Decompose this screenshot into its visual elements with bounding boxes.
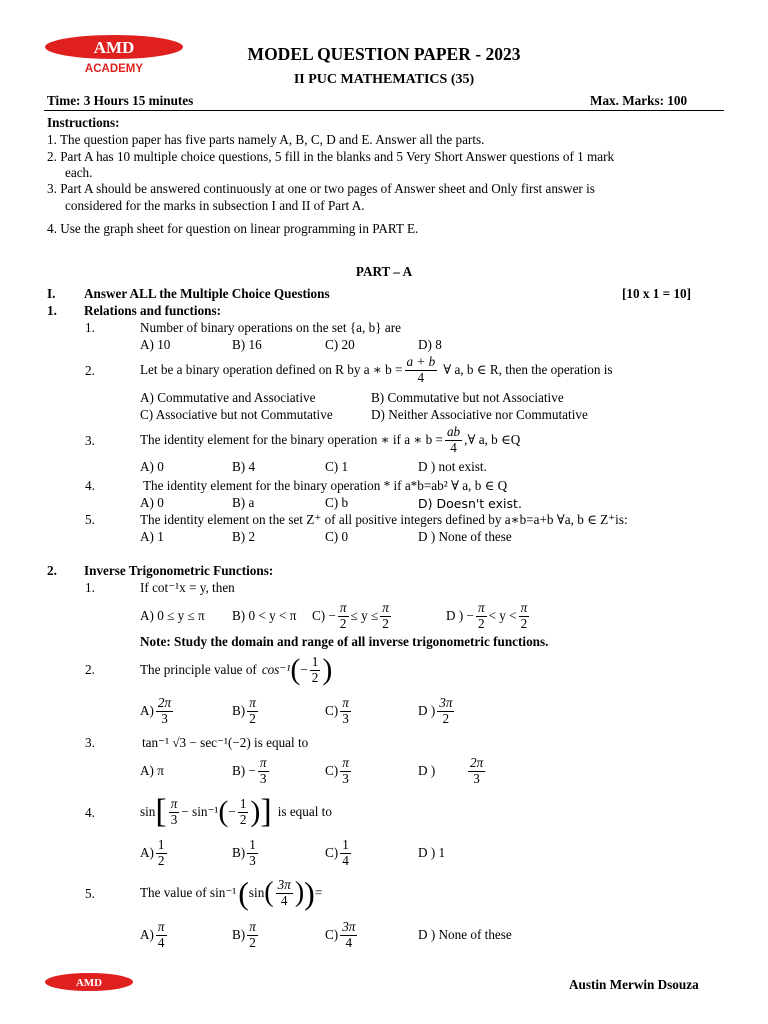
option-b: B) Commutative but not Associative [371, 390, 564, 405]
footer-logo [44, 972, 134, 992]
question-text: Let be a binary operation defined on R by a ∗ b = $\frac{a + b}{4}$ ∀ a, b ∈ R, then the operation is [140, 353, 613, 385]
max-marks: Max. Marks: 100 [590, 93, 688, 108]
option-a: A) 0 [140, 495, 164, 510]
question-number: 1. [85, 320, 95, 335]
options-row [140, 917, 512, 953]
instruction-1: 1. The question paper has five parts namely A, B, C, D and E. Answer all the parts. [47, 132, 485, 147]
author-name: Austin Merwin Dsouza [569, 977, 699, 992]
option-c: C) 0 [325, 529, 349, 544]
option-b: B) $\frac{1}{3}$ [232, 836, 256, 868]
option-c: C) Associative but not Commutative [140, 407, 333, 422]
option-b: B) $\frac{\pi}{2}$ [232, 918, 256, 950]
instruction-4: 4. Use the graph sheet for question on linear programming in PART E. [47, 221, 419, 236]
question-text: tan⁻¹ √3 − sec⁻¹(−2) is equal to [142, 735, 309, 750]
option-d: D ) $\frac{3\pi}{2}$ [418, 694, 453, 726]
option-c: C) $\frac{\pi}{3}$ [325, 694, 349, 726]
question-number: 2. [85, 363, 95, 378]
option-a: A) $\frac{2\pi}{3}$ [140, 694, 172, 726]
question-number: 3. [85, 735, 95, 750]
instruction-2b: each. [65, 165, 93, 180]
option-b: B) 16 [232, 337, 262, 352]
section-marks: [10 x 1 = 10] [622, 286, 692, 301]
option-a: A) 10 [140, 337, 171, 352]
options-row [140, 693, 456, 729]
question-number: 4. [85, 805, 95, 820]
logo-brand: AMD [93, 38, 135, 57]
question-number: 5. [85, 886, 95, 901]
paper-title: MODEL QUESTION PAPER - 2023 [247, 44, 521, 64]
option-b: B) a [232, 495, 255, 510]
question-number: 5. [85, 512, 95, 527]
option-d: D) 8 [418, 337, 442, 352]
option-a: A) $\frac{\pi}{4}$ [140, 918, 165, 950]
question-text: The identity element on the set Z⁺ of all positive integers defined by a∗b=a+b ∀a, b ∈ Z⁺is: [140, 512, 628, 527]
option-a: A) 0 ≤ y ≤ π [140, 607, 205, 623]
instruction-3b: considered for the marks in subsection I and II of Part A. [65, 198, 365, 213]
paper-subtitle: II PUC MATHEMATICS (35) [293, 72, 475, 87]
option-d: D) Doesn't exist. [418, 496, 522, 511]
option-b: B) 0 < y < π [232, 607, 297, 623]
instruction-3: 3. Part A should be answered continuously at one or two pages of Answer sheet and Only first answer is [47, 181, 595, 196]
options-row [140, 835, 445, 871]
option-d: D ) − $\frac{\pi}{2}$ < y < $\frac{\pi}{2}$ [446, 599, 528, 631]
fraction: $\frac{a + b}{4}$ [406, 353, 436, 385]
question-number: 3. [85, 433, 95, 448]
option-a: A) 1 [140, 529, 164, 544]
options-row [140, 598, 531, 634]
question-text: The principle value of cos⁻¹ ( − $\frac{1}{2}$ ) [140, 653, 333, 686]
topic2-title: Inverse Trigonometric Functions: [84, 563, 274, 578]
question-text: The identity element for the binary operation * if a*b=ab² ∀ a, b ∈ Q [143, 478, 508, 493]
option-b: B) 4 [232, 459, 256, 474]
option-c: C) $\frac{3\pi}{4}$ [325, 918, 356, 950]
topic1-title: Relations and functions: [84, 303, 222, 318]
fraction: $\frac{ab}{4}$ [446, 423, 461, 455]
question-text: The identity element for the binary operation ∗ if a ∗ b = $\frac{ab}{4}$ ,∀ a, b ∈Q [140, 423, 521, 455]
options-row [140, 753, 487, 789]
option-c: C) 20 [325, 337, 355, 352]
topic1-num: 1. [47, 303, 57, 318]
option-c: C) 1 [325, 459, 349, 474]
option-d: D ) None of these [418, 926, 512, 942]
option-c: C) − $\frac{\pi}{2}$ ≤ y ≤ $\frac{\pi}{2}$ [312, 599, 389, 631]
option-c: C) $\frac{\pi}{3}$ [325, 754, 349, 786]
option-d: D ) $\frac{2\pi}{3}$ [418, 754, 484, 786]
instruction-2: 2. Part A has 10 multiple choice questions, 5 fill in the blanks and 5 Very Short Answer questions of 1 mark [47, 149, 615, 164]
option-c: C) $\frac{1}{4}$ [325, 836, 349, 868]
topic2-num: 2. [47, 563, 57, 578]
option-a: A) π [140, 762, 164, 778]
question-number: 1. [85, 580, 95, 595]
option-d: D ) not exist. [418, 459, 487, 474]
option-c: C) b [325, 495, 349, 510]
option-d: D ) None of these [418, 529, 512, 544]
part-a-heading: PART – A [355, 264, 413, 279]
question-text: sin [ $\frac{\pi}{3}$ − sin⁻¹ ( − $\frac{1}{2}$ ) ] is equal to [140, 793, 332, 830]
footer-logo-text: AMD [75, 977, 103, 989]
option-a: A) $\frac{1}{2}$ [140, 836, 165, 868]
question-number: 4. [85, 478, 95, 493]
note: Note: Study the domain and range of all inverse trigonometric functions. [140, 634, 549, 649]
question-number: 2. [85, 662, 95, 677]
question-text: Number of binary operations on the set {a, b} are [140, 320, 401, 335]
section-title: Answer ALL the Multiple Choice Questions [84, 286, 330, 301]
option-b: B) − $\frac{\pi}{3}$ [232, 754, 267, 786]
instructions-heading: Instructions: [47, 115, 120, 130]
logo-sub: ACADEMY [84, 63, 144, 75]
time-label: Time: 3 Hours 15 minutes [47, 93, 194, 108]
option-a: A) Commutative and Associative [140, 390, 316, 405]
option-d: D) Neither Associative nor Commutative [371, 407, 588, 422]
question-text: If cot⁻¹x = y, then [140, 580, 235, 595]
question-text: The value of sin⁻¹ ( sin ( $\frac{3\pi}{4}$ ) ) = [140, 875, 323, 911]
header-rule [44, 110, 724, 111]
option-b: B) $\frac{\pi}{2}$ [232, 694, 256, 726]
option-d: D ) 1 [418, 844, 446, 860]
option-b: B) 2 [232, 529, 256, 544]
section-num: I. [47, 286, 56, 301]
option-a: A) 0 [140, 459, 164, 474]
